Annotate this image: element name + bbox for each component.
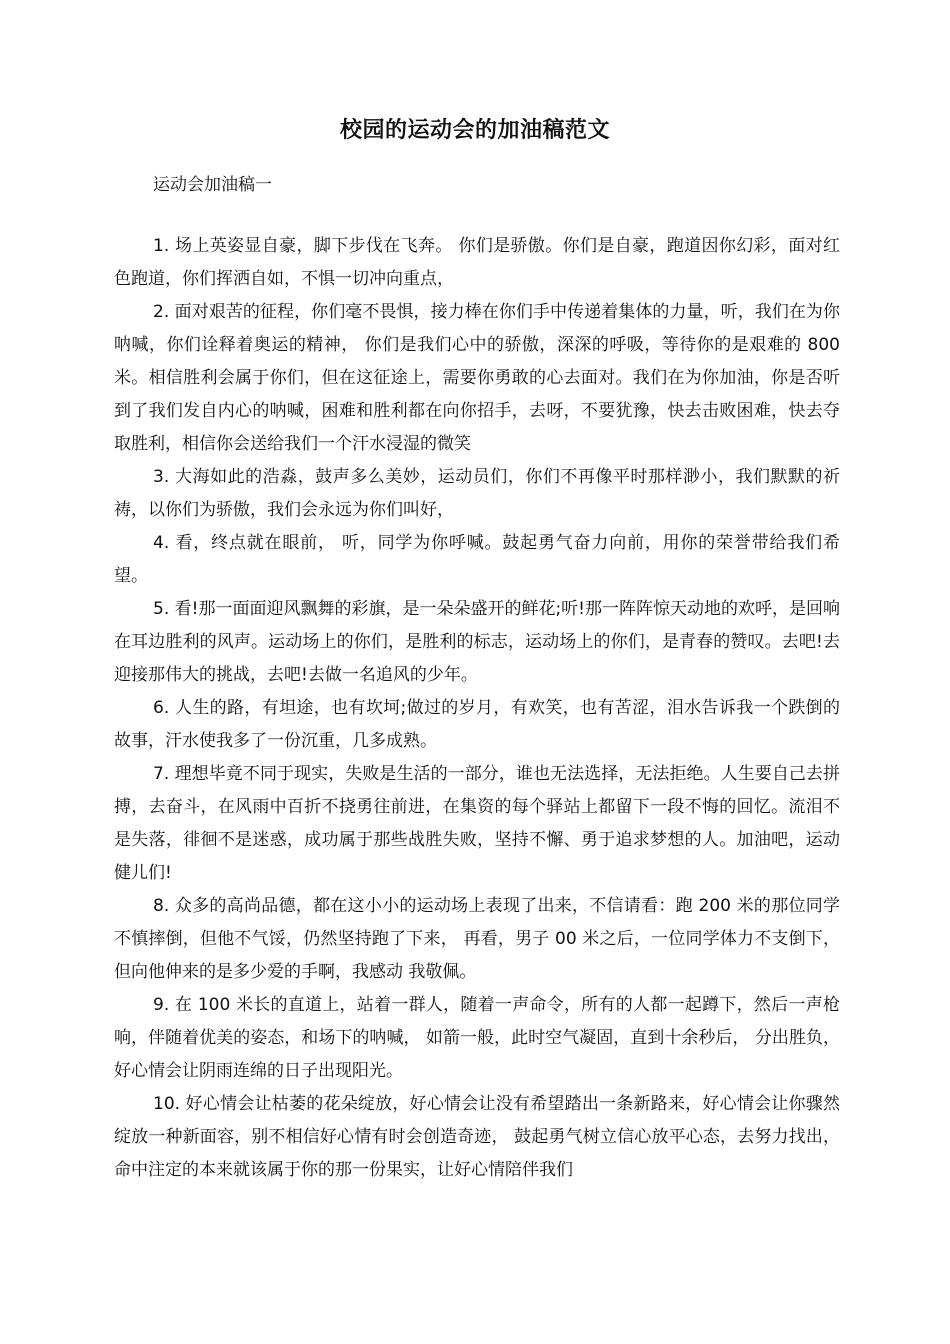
document-title: 校园的运动会的加油稿范文 [339,118,610,143]
section-heading: 运动会加油稿一 [153,175,272,195]
paragraph-1: 1. 场上英姿显自豪，脚下步伐在飞奔。 你们是骄傲。你们是自豪，跑道因你幻彩，面对红色跑道，你们挥洒自如，不惧一切冲向重点， [114,236,840,289]
paragraph-2: 2. 面对艰苦的征程，你们毫不畏惧，接力棒在你们手中传递着集体的力量，听，我们在为你呐喊，你们诠释着奥运的精神， 你们是我们心中的骄傲，深深的呼吸，等待你的是艰难的 800 米。相信胜利会属于你们，但在这征途上，需要你勇敢的心去面对。我们在为你加油，你是否听到了我们发自内心的呐喊，困难和胜利都在向你招手，去呀，不要犹豫，快去击败困难，快去夺取胜利，相信你会送给我们一个汗水浸湿的微笑 [114,302,840,454]
paragraph-6: 6. 人生的路，有坦途，也有坎坷;做过的岁月，有欢笑，也有苦涩，泪水告诉我一个跌倒的故事，汗水使我多了一份沉重，几多成熟。 [114,698,840,751]
paragraph-3: 3. 大海如此的浩淼，鼓声多么美妙，运动员们，你们不再像平时那样渺小，我们默默的祈祷，以你们为骄傲，我们会永远为你们叫好， [114,467,840,520]
paragraph-8: 8. 众多的高尚品德，都在这小小的运动场上表现了出来，不信请看：跑 200 米的那位同学不慎摔倒，但他不气馁，仍然坚持跑了下来， 再看，男子 00 米之后，一位同学体力不支倒下，但向他伸来的是多少爱的手啊，我感动 我敬佩。 [114,896,840,982]
paragraph-9: 9. 在 100 米长的直道上，站着一群人，随着一声命令，所有的人都一起蹲下，然后一声枪响，伴随着优美的姿态，和场下的呐喊， 如箭一般，此时空气凝固，直到十余秒后， 分出胜负，好心情会让阴雨连绵的日子出现阳光。 [114,995,840,1081]
paragraph-4: 4. 看，终点就在眼前， 听，同学为你呼喊。鼓起勇气奋力向前，用你的荣誉带给我们希望。 [114,533,840,586]
paragraph-7: 7. 理想毕竟不同于现实，失败是生活的一部分，谁也无法选择，无法拒绝。人生要自己去拼搏，去奋斗，在风雨中百折不挠勇往前进，在集资的每个驿站上都留下一段不悔的回忆。流泪不是失落，徘徊不是迷惑，成功属于那些战胜失败，坚持不懈、勇于追求梦想的人。加油吧，运动健儿们! [114,764,840,883]
paragraph-10: 10. 好心情会让枯萎的花朵绽放，好心情会让没有希望踏出一条新路来，好心情会让你骤然绽放一种新面容，别不相信好心情有时会创造奇迹， 鼓起勇气树立信心放平心态，去努力找出，命中注定的本来就该属于你的那一份果实，让好心情陪伴我们 [114,1094,840,1180]
paragraph-5: 5. 看!那一面面迎风飘舞的彩旗，是一朵朵盛开的鲜花;听!那一阵阵惊天动地的欢呼，是回响在耳边胜利的风声。运动场上的你们，是胜利的标志，运动场上的你们，是青春的赞叹。去吧!去迎接那伟大的挑战，去吧!去做一名追风的少年。 [114,599,840,685]
document-body [114,230,840,1187]
